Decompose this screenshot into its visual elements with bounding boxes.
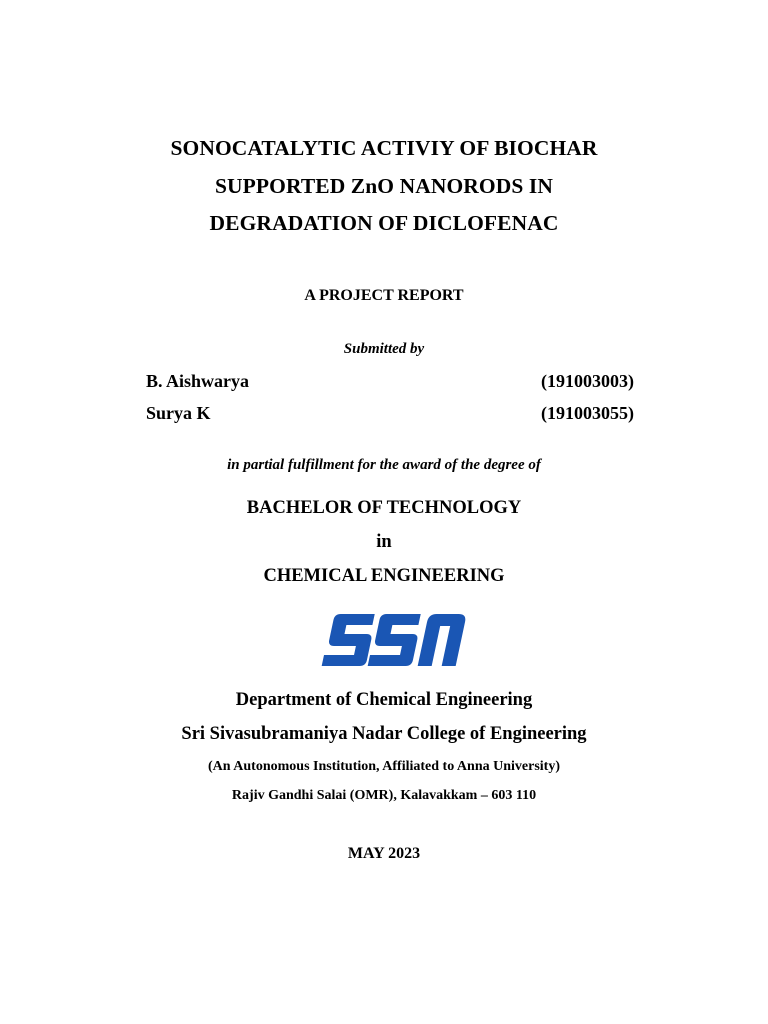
- degree-name: BACHELOR OF TECHNOLOGY: [246, 498, 522, 518]
- author-id: (191003055): [541, 403, 634, 423]
- submission-date: MAY 2023: [347, 845, 421, 862]
- affiliation-text: (An Autonomous Institution, Affiliated to Anna University): [208, 759, 560, 774]
- author-id: (191003003): [541, 371, 634, 391]
- partial-fulfillment-text: in partial fulfillment for the award of the degree of: [227, 457, 541, 473]
- ssn-logo-icon: [320, 608, 466, 670]
- author-row: [146, 403, 634, 424]
- report-type: A PROJECT REPORT: [304, 287, 464, 304]
- department-name: Department of Chemical Engineering: [235, 690, 533, 710]
- author-name: Surya K: [146, 403, 211, 423]
- title-line-2: SUPPORTED ZnO NANORODS IN: [214, 174, 554, 198]
- author-name: B. Aishwarya: [146, 371, 250, 391]
- submitted-by-label: Submitted by: [343, 341, 425, 357]
- degree-connector: in: [376, 532, 392, 552]
- college-name: Sri Sivasubramaniya Nadar College of Engineering: [181, 724, 587, 744]
- title-line-1: SONOCATALYTIC ACTIVIY OF BIOCHAR: [170, 136, 598, 160]
- college-address: Rajiv Gandhi Salai (OMR), Kalavakkam – 603 110: [231, 788, 537, 803]
- title-line-3: DEGRADATION OF DICLOFENAC: [209, 211, 559, 235]
- author-row: [146, 371, 634, 392]
- discipline-name: CHEMICAL ENGINEERING: [263, 566, 505, 586]
